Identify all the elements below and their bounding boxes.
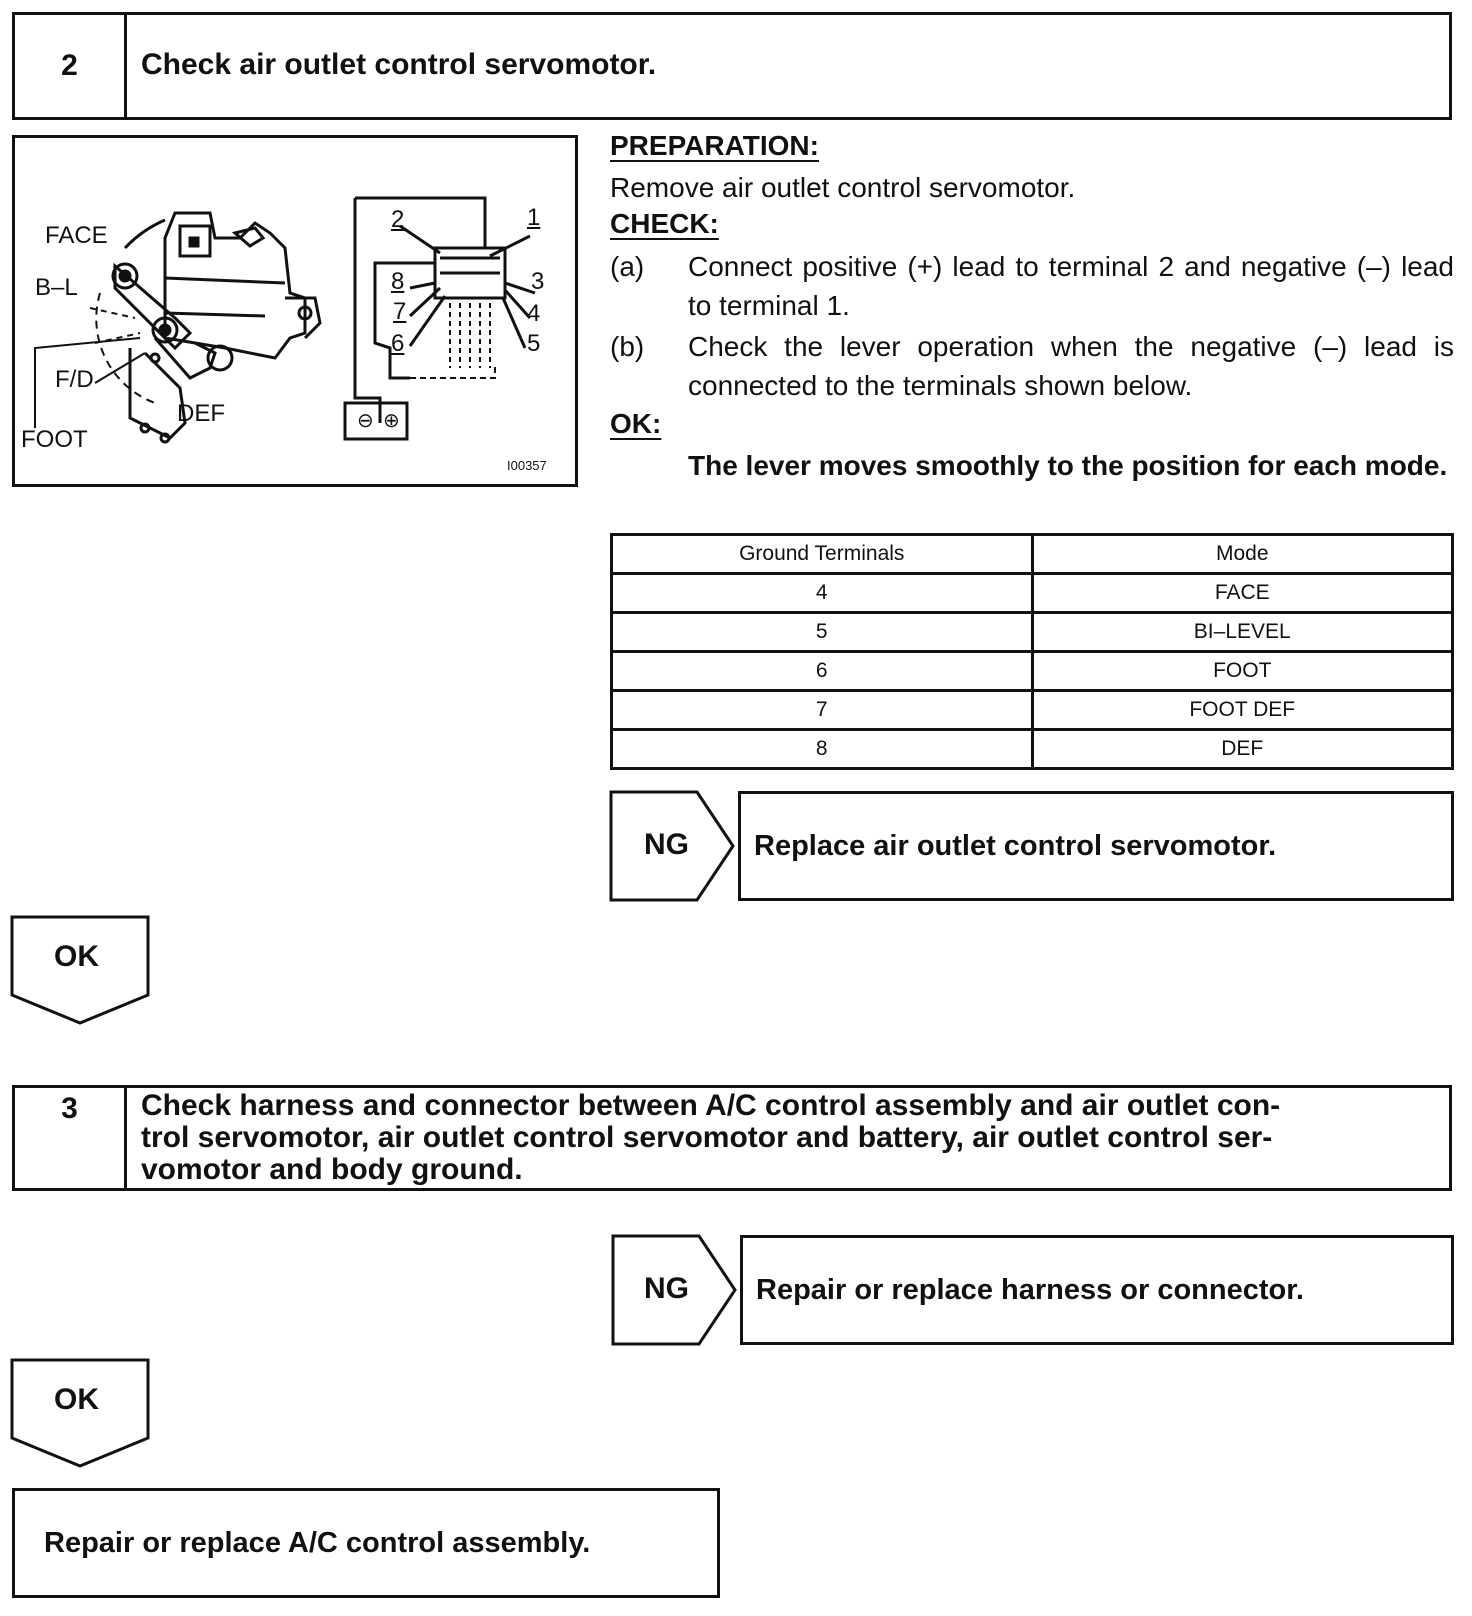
table-cell: 7 (612, 691, 1033, 730)
table-cell: DEF (1032, 730, 1453, 769)
step-title-line: vomotor and body ground. (141, 1153, 523, 1186)
table-row (612, 613, 1453, 652)
ok-text: The lever moves smoothly to the position for each mode. (688, 450, 1448, 481)
label-foot: FOOT (21, 426, 88, 453)
check-item-b-text: Check the lever operation when the negative (–) lead is connected to the terminals shown below. (688, 331, 1454, 401)
ok-tag-1: OK (54, 940, 99, 973)
terminal-label-5: 5 (527, 330, 541, 357)
step-number (15, 1088, 127, 1188)
preparation-text: Remove air outlet control servomotor. (610, 172, 1076, 203)
table-cell: FACE (1032, 574, 1453, 613)
label-bl: B–L (35, 274, 78, 301)
check-item-b-marker: (b) (610, 331, 645, 362)
terminal-label-1: 1 (527, 204, 541, 231)
step-title-line: trol servomotor, air outlet control servomotor and battery, air outlet control ser- (141, 1121, 1273, 1154)
table-header-row (612, 535, 1453, 574)
table-cell: FOOT DEF (1032, 691, 1453, 730)
check-item-a-marker: (a) (610, 251, 645, 282)
servomotor-diagram (15, 138, 575, 484)
svg-text:⊖: ⊖ (357, 410, 374, 432)
step-title (127, 1088, 1449, 1188)
terminal-label-4: 4 (527, 300, 541, 327)
svg-text:⊕: ⊕ (383, 410, 400, 432)
table-row (612, 652, 1453, 691)
step-number-text: 3 (61, 1092, 78, 1125)
table-header: Ground Terminals (612, 535, 1033, 574)
table-cell: 4 (612, 574, 1033, 613)
ng-tag-2: NG (644, 1272, 689, 1305)
label-fd: F/D (55, 366, 94, 393)
step-number-text: 2 (61, 49, 78, 82)
ok-tag-2: OK (54, 1383, 99, 1416)
table-cell: 8 (612, 730, 1033, 769)
step-title: Check air outlet control servomotor. (141, 48, 657, 81)
check-label: CHECK: (610, 208, 719, 239)
label-face: FACE (45, 222, 108, 249)
ok-label: OK: (610, 408, 662, 439)
table-row (612, 730, 1453, 769)
ng-tag-1: NG (644, 828, 689, 861)
table-cell: FOOT (1032, 652, 1453, 691)
ng-result-text-1: Replace air outlet control servomotor. (754, 830, 1277, 862)
step-2-header (12, 12, 1452, 120)
step-title-line: Check harness and connector between A/C control assembly and air outlet con- (141, 1089, 1281, 1122)
table-header: Mode (1032, 535, 1453, 574)
terminal-label-7: 7 (393, 298, 407, 325)
servomotor-figure (12, 135, 578, 487)
figure-code: I00357 (507, 458, 547, 473)
table-cell: BI–LEVEL (1032, 613, 1453, 652)
final-result-text: Repair or replace A/C control assembly. (44, 1527, 591, 1559)
terminal-label-3: 3 (531, 268, 545, 295)
table-row (612, 574, 1453, 613)
table-row (612, 691, 1453, 730)
check-item-a-text: Connect positive (+) lead to terminal 2 and negative (–) lead to terminal 1. (688, 251, 1454, 321)
table-cell: 5 (612, 613, 1033, 652)
table-cell: 6 (612, 652, 1033, 691)
terminal-label-2: 2 (391, 206, 405, 233)
terminal-label-6: 6 (391, 330, 405, 357)
label-def: DEF (177, 400, 225, 427)
preparation-label: PREPARATION: (610, 130, 819, 161)
ng-result-text-2: Repair or replace harness or connector. (756, 1274, 1304, 1306)
ground-terminal-table (610, 533, 1454, 770)
step-3-header (12, 1085, 1452, 1191)
terminal-label-8: 8 (391, 268, 405, 295)
step-number (15, 15, 127, 117)
